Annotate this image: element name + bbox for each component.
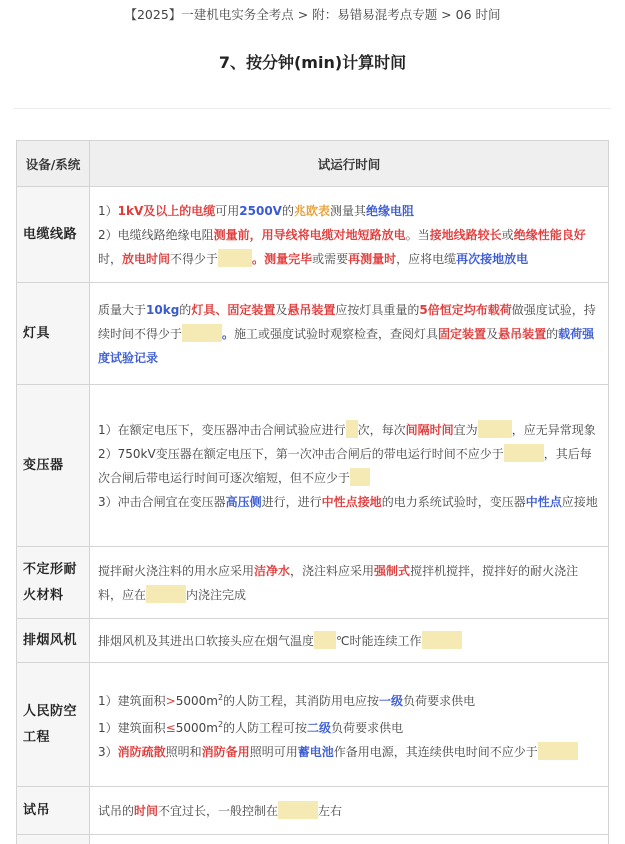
row-description (90, 385, 609, 547)
text-run: 固定装置 (438, 326, 487, 341)
text-run: 测量其 (330, 203, 367, 218)
text-run: 排烟风机及其进出口软接头应在烟气温度 (98, 633, 315, 648)
text-run: 1）建筑面积 (98, 693, 166, 708)
text-line (98, 199, 600, 223)
text-run: 、 (215, 302, 228, 317)
text-run: 质量大于 (98, 302, 147, 317)
text-run: 洁净水 (254, 563, 291, 578)
text-run: 兆欧表 (293, 203, 330, 218)
text-run: 5000m (175, 720, 218, 735)
table-row (17, 385, 609, 547)
text-run: 二级 (307, 720, 332, 735)
text-run: 应按灯具重量的 (335, 302, 420, 317)
table-row (17, 187, 609, 283)
row-category: 排烟风机 (17, 619, 90, 663)
row-category: 试吊 (17, 787, 90, 835)
answer-blank (538, 742, 570, 760)
answer-blank (570, 742, 578, 760)
table-row-partial (17, 835, 609, 844)
text-run: 载荷强度试验记录 (98, 326, 595, 365)
text-run: 作备用电源，其连续供电时间不应少于 (333, 744, 538, 759)
table-row (17, 663, 609, 787)
text-run: 照明可用 (249, 744, 298, 759)
text-run: 绝缘性能良好 (513, 227, 586, 242)
breadcrumb: 【2025】一建机电实务全考点 > 附：易错易混考点专题 > 06 时间 (124, 7, 501, 22)
text-run: 时间 (134, 803, 159, 818)
table-header-row (17, 141, 609, 187)
text-run: 灯具 (191, 302, 216, 317)
answer-blank (504, 444, 544, 462)
row-category: 不定形耐火材料 (17, 547, 90, 619)
text-run: 消防备用 (201, 744, 250, 759)
row-category: 人民防空工程 (17, 663, 90, 787)
text-line (98, 223, 600, 271)
text-run: 10kg (146, 302, 180, 317)
text-run: 。 (252, 251, 265, 266)
table-row (17, 547, 609, 619)
divider (14, 108, 611, 109)
text-run: 及 (486, 326, 499, 341)
text-run: 。当 (405, 227, 430, 242)
column-header-time: 试运行时间 (90, 141, 609, 187)
text-run: 3） (98, 744, 118, 759)
text-run: 悬吊装置 (287, 302, 336, 317)
text-run: 宜为 (453, 422, 478, 437)
text-run: 5倍 (419, 302, 440, 317)
row-description (90, 547, 609, 619)
row-category: 变压器 (17, 385, 90, 547)
text-run: 可用 (215, 203, 240, 218)
text-run: 的 (179, 302, 192, 317)
answer-blank (182, 324, 222, 342)
row-description (90, 787, 609, 835)
text-run: 强制式 (374, 563, 411, 578)
text-run: 或 (501, 227, 514, 242)
row-description (90, 283, 609, 385)
text-run: 蓄电池 (297, 744, 334, 759)
text-line (98, 740, 600, 764)
text-run: ，其后每次合闸后带电运行时间可逐次缩短，但不应少于 (98, 446, 592, 485)
text-run: 再测量时 (348, 251, 397, 266)
row-description (90, 663, 609, 787)
text-run: 。 (222, 326, 235, 341)
answer-blank (422, 631, 462, 649)
text-run: 的人防工程，其消防用电应按 (223, 693, 380, 708)
text-run: 负荷要求供电 (331, 720, 404, 735)
text-run: 悬吊装置 (498, 326, 547, 341)
table-row (17, 619, 609, 663)
answer-blank (478, 420, 512, 438)
answer-blank (314, 631, 336, 649)
text-run: 或需要 (312, 251, 349, 266)
text-run: 高压侧 (225, 494, 262, 509)
text-run: 间隔时间 (405, 422, 454, 437)
text-run: > (165, 693, 176, 708)
text-line (98, 442, 600, 490)
text-run: ℃时能连续工作 (336, 633, 422, 648)
text-line (98, 490, 600, 514)
table-row (17, 283, 609, 385)
text-run: 测量前，用导线将电缆对地短路放电 (213, 227, 406, 242)
text-line (98, 418, 600, 442)
text-run: 进行，进行 (261, 494, 322, 509)
text-run: 次，每次 (357, 422, 406, 437)
text-run: 5000m (175, 693, 218, 708)
row-description (90, 619, 609, 663)
text-run: 施工或强度试验时观察检查，查阅灯具 (234, 326, 439, 341)
text-run: 恒定均布载荷 (439, 302, 512, 317)
text-run: 1kV及以上的电缆 (117, 203, 216, 218)
text-run: 1）在额定电压下，变压器冲击合闸试验应进行 (98, 422, 346, 437)
page-title: 7、按分钟(min)计算时间 (218, 53, 407, 72)
text-run: 测量完毕 (264, 251, 313, 266)
text-run: 1） (98, 203, 118, 218)
text-run: 中性点接地 (321, 494, 382, 509)
answer-blank (218, 249, 252, 267)
text-run: 时， (98, 251, 123, 266)
text-run: 负荷要求供电 (403, 693, 476, 708)
text-run: 消防疏散 (117, 744, 166, 759)
row-category-empty (17, 835, 90, 844)
text-run: 绝缘电阻 (366, 203, 415, 218)
text-run: 的 (281, 203, 294, 218)
text-run: 固定装置 (227, 302, 276, 317)
answer-blank (146, 585, 186, 603)
row-description-empty (90, 835, 609, 844)
text-run: 一级 (379, 693, 404, 708)
text-run: 放电时间 (122, 251, 171, 266)
text-run: 2 (217, 719, 224, 729)
text-line (98, 713, 600, 740)
text-run: 及 (275, 302, 288, 317)
answer-blank (350, 468, 370, 486)
text-run: 接地线路较长 (429, 227, 502, 242)
text-run: 中性点 (525, 494, 562, 509)
row-category: 灯具 (17, 283, 90, 385)
text-run: 2）电缆线路绝缘电阻 (98, 227, 214, 242)
row-description (90, 187, 609, 283)
time-table (16, 140, 609, 844)
table-row (17, 787, 609, 835)
text-run: 搅拌耐火浇注料的用水应采用 (98, 563, 255, 578)
text-run: 搅拌机搅拌，搅拌好的耐火浇注料，应在 (98, 563, 579, 602)
text-run: ≤ (165, 720, 176, 735)
text-run: 应接地 (561, 494, 598, 509)
text-run: 的电力系统试验时，变压器 (381, 494, 526, 509)
text-run: ，应将电缆 (396, 251, 457, 266)
text-run: 不宜过长，一般控制在 (158, 803, 279, 818)
text-run: ，浇注料应采用 (290, 563, 375, 578)
text-run: 再次接地放电 (456, 251, 529, 266)
text-run: 的人防工程可按 (223, 720, 308, 735)
text-line (98, 686, 600, 713)
text-run: 2500V (239, 203, 282, 218)
text-run: 的 (546, 326, 559, 341)
text-run: 2 (217, 692, 224, 702)
text-run: 2）750kV变压器在额定电压下，第一次冲击合闸后的带电运行时间不应少于 (98, 446, 504, 461)
column-header-device: 设备/系统 (17, 141, 90, 187)
text-run: ，应无异常现象 (511, 422, 596, 437)
text-run: 照明和 (165, 744, 202, 759)
answer-blank (278, 801, 318, 819)
text-run: 3）冲击合闸宜在变压器 (98, 494, 226, 509)
text-run: 1）建筑面积 (98, 720, 166, 735)
text-run: 不得少于 (170, 251, 219, 266)
text-run: 内浇注完成 (186, 587, 247, 602)
text-run: 试吊的 (98, 803, 135, 818)
row-category: 电缆线路 (17, 187, 90, 283)
answer-blank (346, 420, 358, 438)
text-run: 做强度试验，持续时间不得少于 (98, 302, 596, 341)
text-run: 左右 (318, 803, 343, 818)
